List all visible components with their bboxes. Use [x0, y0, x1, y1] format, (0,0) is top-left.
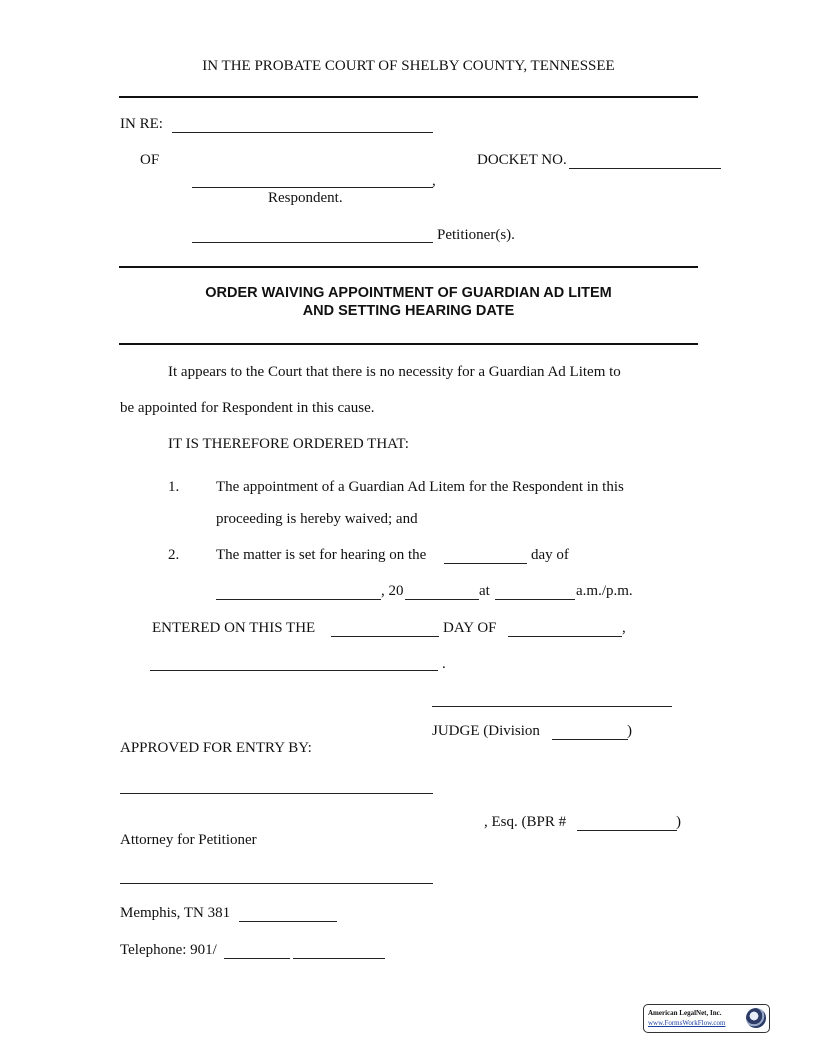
entered-day-blank[interactable] — [331, 636, 439, 637]
item2-at: at — [479, 583, 490, 599]
respondent-blank[interactable] — [192, 187, 433, 188]
attorney-for-petitioner: Attorney for Petitioner — [120, 832, 257, 848]
header-rule — [119, 96, 698, 98]
para1-line2: be appointed for Respondent in this cause. — [120, 400, 375, 416]
respondent-comma: , — [432, 173, 436, 189]
telephone-label: Telephone: 901/ — [120, 942, 217, 958]
entered-month-blank[interactable] — [508, 636, 622, 637]
judge-division-blank[interactable] — [552, 739, 628, 740]
bpr-number-blank[interactable] — [577, 830, 677, 831]
attorney-signature-line[interactable] — [120, 793, 433, 794]
petitioner-blank[interactable] — [192, 242, 433, 243]
court-header: IN THE PROBATE COURT OF SHELBY COUNTY, TENNESSEE — [202, 58, 615, 74]
order-title-line2: AND SETTING HEARING DATE — [302, 303, 515, 319]
caption-rule — [119, 266, 698, 268]
approved-for-entry: APPROVED FOR ENTRY BY: — [120, 740, 312, 756]
bpr-close: ) — [676, 814, 681, 830]
hearing-time-blank[interactable] — [495, 599, 575, 600]
entered-day-of: DAY OF — [443, 620, 497, 636]
petitioner-label: Petitioner(s). — [437, 227, 515, 243]
entered-prefix: ENTERED ON THIS THE — [152, 620, 316, 636]
item1-line2: proceeding is hereby waived; and — [216, 511, 418, 527]
in-re-label: IN RE: — [120, 116, 163, 132]
item2-day-of: day of — [531, 547, 569, 563]
respondent-label: Respondent. — [268, 190, 343, 206]
judge-close: ) — [627, 723, 632, 739]
title-rule — [119, 343, 698, 345]
judge-signature-line[interactable] — [432, 706, 672, 707]
item2-number: 2. — [168, 547, 180, 563]
city-zip-label: Memphis, TN 381 — [120, 905, 231, 921]
hearing-year-blank[interactable] — [405, 599, 479, 600]
order-title-line1: ORDER WAIVING APPOINTMENT OF GUARDIAN AD LITEM — [205, 285, 612, 301]
entered-comma: , — [622, 620, 626, 636]
entered-period: . — [442, 656, 446, 672]
attorney-address-line[interactable] — [120, 883, 433, 884]
item1-number: 1. — [168, 479, 180, 495]
of-label: OF — [140, 152, 160, 168]
phone-prefix-blank[interactable] — [224, 958, 290, 959]
logo-url-link[interactable]: www.FormsWorkFlow.com — [648, 1019, 726, 1027]
ordered-heading: IT IS THEREFORE ORDERED THAT: — [168, 436, 409, 452]
judge-label: JUDGE (Division — [432, 723, 540, 739]
item1-line1: The appointment of a Guardian Ad Litem for the Respondent in this — [216, 479, 624, 495]
american-legalnet-logo[interactable] — [643, 1004, 770, 1033]
logo-company-name: American LegalNet, Inc. — [648, 1009, 722, 1017]
hearing-month-blank[interactable] — [216, 599, 381, 600]
item2-text: The matter is set for hearing on the — [216, 547, 427, 563]
item2-ampm: a.m./p.m. — [576, 583, 633, 599]
docket-label: DOCKET NO. — [477, 152, 567, 168]
zip-blank[interactable] — [239, 921, 337, 922]
para1-line1: It appears to the Court that there is no necessity for a Guardian Ad Litem to — [168, 364, 621, 380]
in-re-blank[interactable] — [172, 132, 433, 133]
item2-comma-20: , 20 — [381, 583, 404, 599]
esq-bpr-label: , Esq. (BPR # — [484, 814, 567, 830]
phone-line-blank[interactable] — [293, 958, 385, 959]
entered-year-blank[interactable] — [150, 670, 438, 671]
globe-icon — [746, 1008, 766, 1028]
docket-blank[interactable] — [569, 168, 721, 169]
hearing-day-blank[interactable] — [444, 563, 527, 564]
